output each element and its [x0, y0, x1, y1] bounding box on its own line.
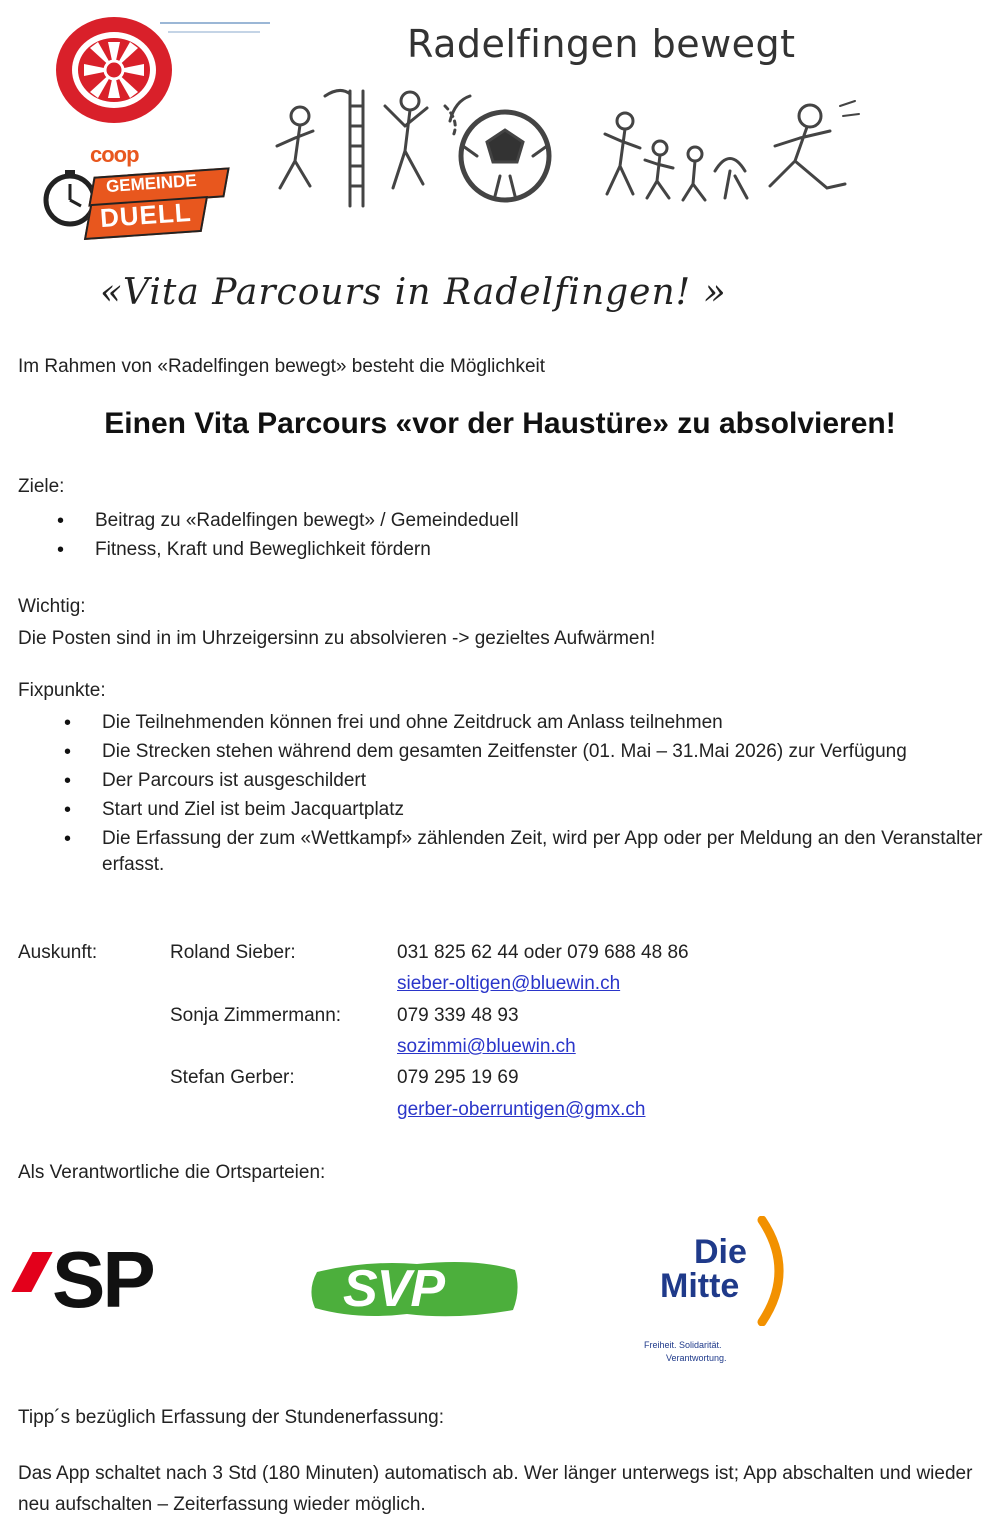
mitte-orange-bracket	[752, 1216, 798, 1326]
tipp-text: Das App schaltet nach 3 Std (180 Minuten) automatisch ab. Wer länger unterwegs ist; App abschalten und wieder neu aufschalten – Zeiterfassung wieder möglich.	[18, 1463, 973, 1515]
wichtig-text: Die Posten sind in im Uhrzeigersinn zu absolvieren -> gezieltes Aufwärmen!	[18, 628, 656, 649]
mitte-tagline-2: Verantwortung.	[666, 1353, 727, 1363]
mitte-tagline-1: Freiheit. Solidarität.	[644, 1340, 722, 1350]
headline: Einen Vita Parcours «vor der Haustüre» zu absolvieren!	[104, 407, 896, 440]
contact-email-link[interactable]: sozimmi@bluewin.ch	[397, 1036, 576, 1057]
auskunft-label: Auskunft:	[18, 942, 98, 963]
list-item: • Der Parcours ist ausgeschildert	[102, 768, 992, 794]
ziele-label: Ziele:	[18, 476, 65, 497]
contact-phone: 031 825 62 44 oder 079 688 48 86	[397, 942, 689, 963]
svp-logo	[307, 1258, 521, 1320]
die-mitte-logo	[640, 1216, 810, 1371]
wheel-logo	[52, 14, 176, 126]
contact-name: Roland Sieber:	[170, 942, 296, 963]
list-item: • Beitrag zu «Radelfingen bewegt» / Gemeindeduell	[95, 508, 975, 534]
contact-phone: 079 295 19 69	[397, 1067, 519, 1088]
header-title: Radelfingen bewegt	[407, 22, 796, 66]
duell-wordmark: DUELL	[99, 196, 193, 234]
contact-name: Sonja Zimmermann:	[170, 1005, 342, 1026]
list-item: • Start und Ziel ist beim Jacquartplatz	[102, 797, 992, 823]
contact-email-link[interactable]: gerber-oberruntigen@gmx.ch	[397, 1099, 646, 1120]
fixpunkte-list	[102, 710, 992, 881]
sp-logo	[18, 1235, 188, 1324]
intro-text: Im Rahmen von «Radelfingen bewegt» besteht die Möglichkeit	[18, 356, 546, 377]
list-item: • Die Erfassung der zum «Wettkampf» zählenden Zeit, wird per App oder per Meldung an den Veranstalter erfasst.	[102, 826, 992, 878]
mitte-line-die: Die	[694, 1233, 747, 1271]
contact-phone: 079 339 48 93	[397, 1005, 519, 1026]
contact-email-link[interactable]: sieber-oltigen@bluewin.ch	[397, 973, 621, 994]
fixpunkte-label: Fixpunkte:	[18, 680, 106, 701]
coop-wordmark: coop	[90, 142, 139, 167]
list-item: • Die Teilnehmenden können frei und ohne Zeitdruck am Anlass teilnehmen	[102, 710, 992, 736]
sp-red-slash	[11, 1252, 52, 1292]
sp-wordmark: SP	[52, 1235, 153, 1324]
wichtig-label: Wichtig:	[18, 596, 86, 617]
list-item: • Fitness, Kraft und Beweglichkeit fördern	[95, 537, 975, 563]
ziele-list	[95, 508, 975, 566]
parteien-label: Als Verantwortliche die Ortsparteien:	[18, 1162, 326, 1183]
subtitle: «Vita Parcours in Radelfingen! »	[100, 272, 727, 313]
sport-sketches-illustration	[255, 76, 875, 216]
faded-lines-decoration	[160, 18, 270, 40]
contact-name: Stefan Gerber:	[170, 1067, 295, 1088]
list-item: • Die Strecken stehen während dem gesamten Zeitfenster (01. Mai – 31.Mai 2026) zur Verfügung	[102, 739, 992, 765]
coop-gemeindeduell-logo	[40, 138, 228, 242]
svp-wordmark: SVP	[343, 1260, 445, 1318]
tipp-label: Tipp´s bezüglich Erfassung der Stundenerfassung:	[18, 1407, 444, 1428]
gemeinde-wordmark: GEMEINDE	[105, 170, 198, 197]
mitte-line-mitte: Mitte	[660, 1267, 740, 1305]
